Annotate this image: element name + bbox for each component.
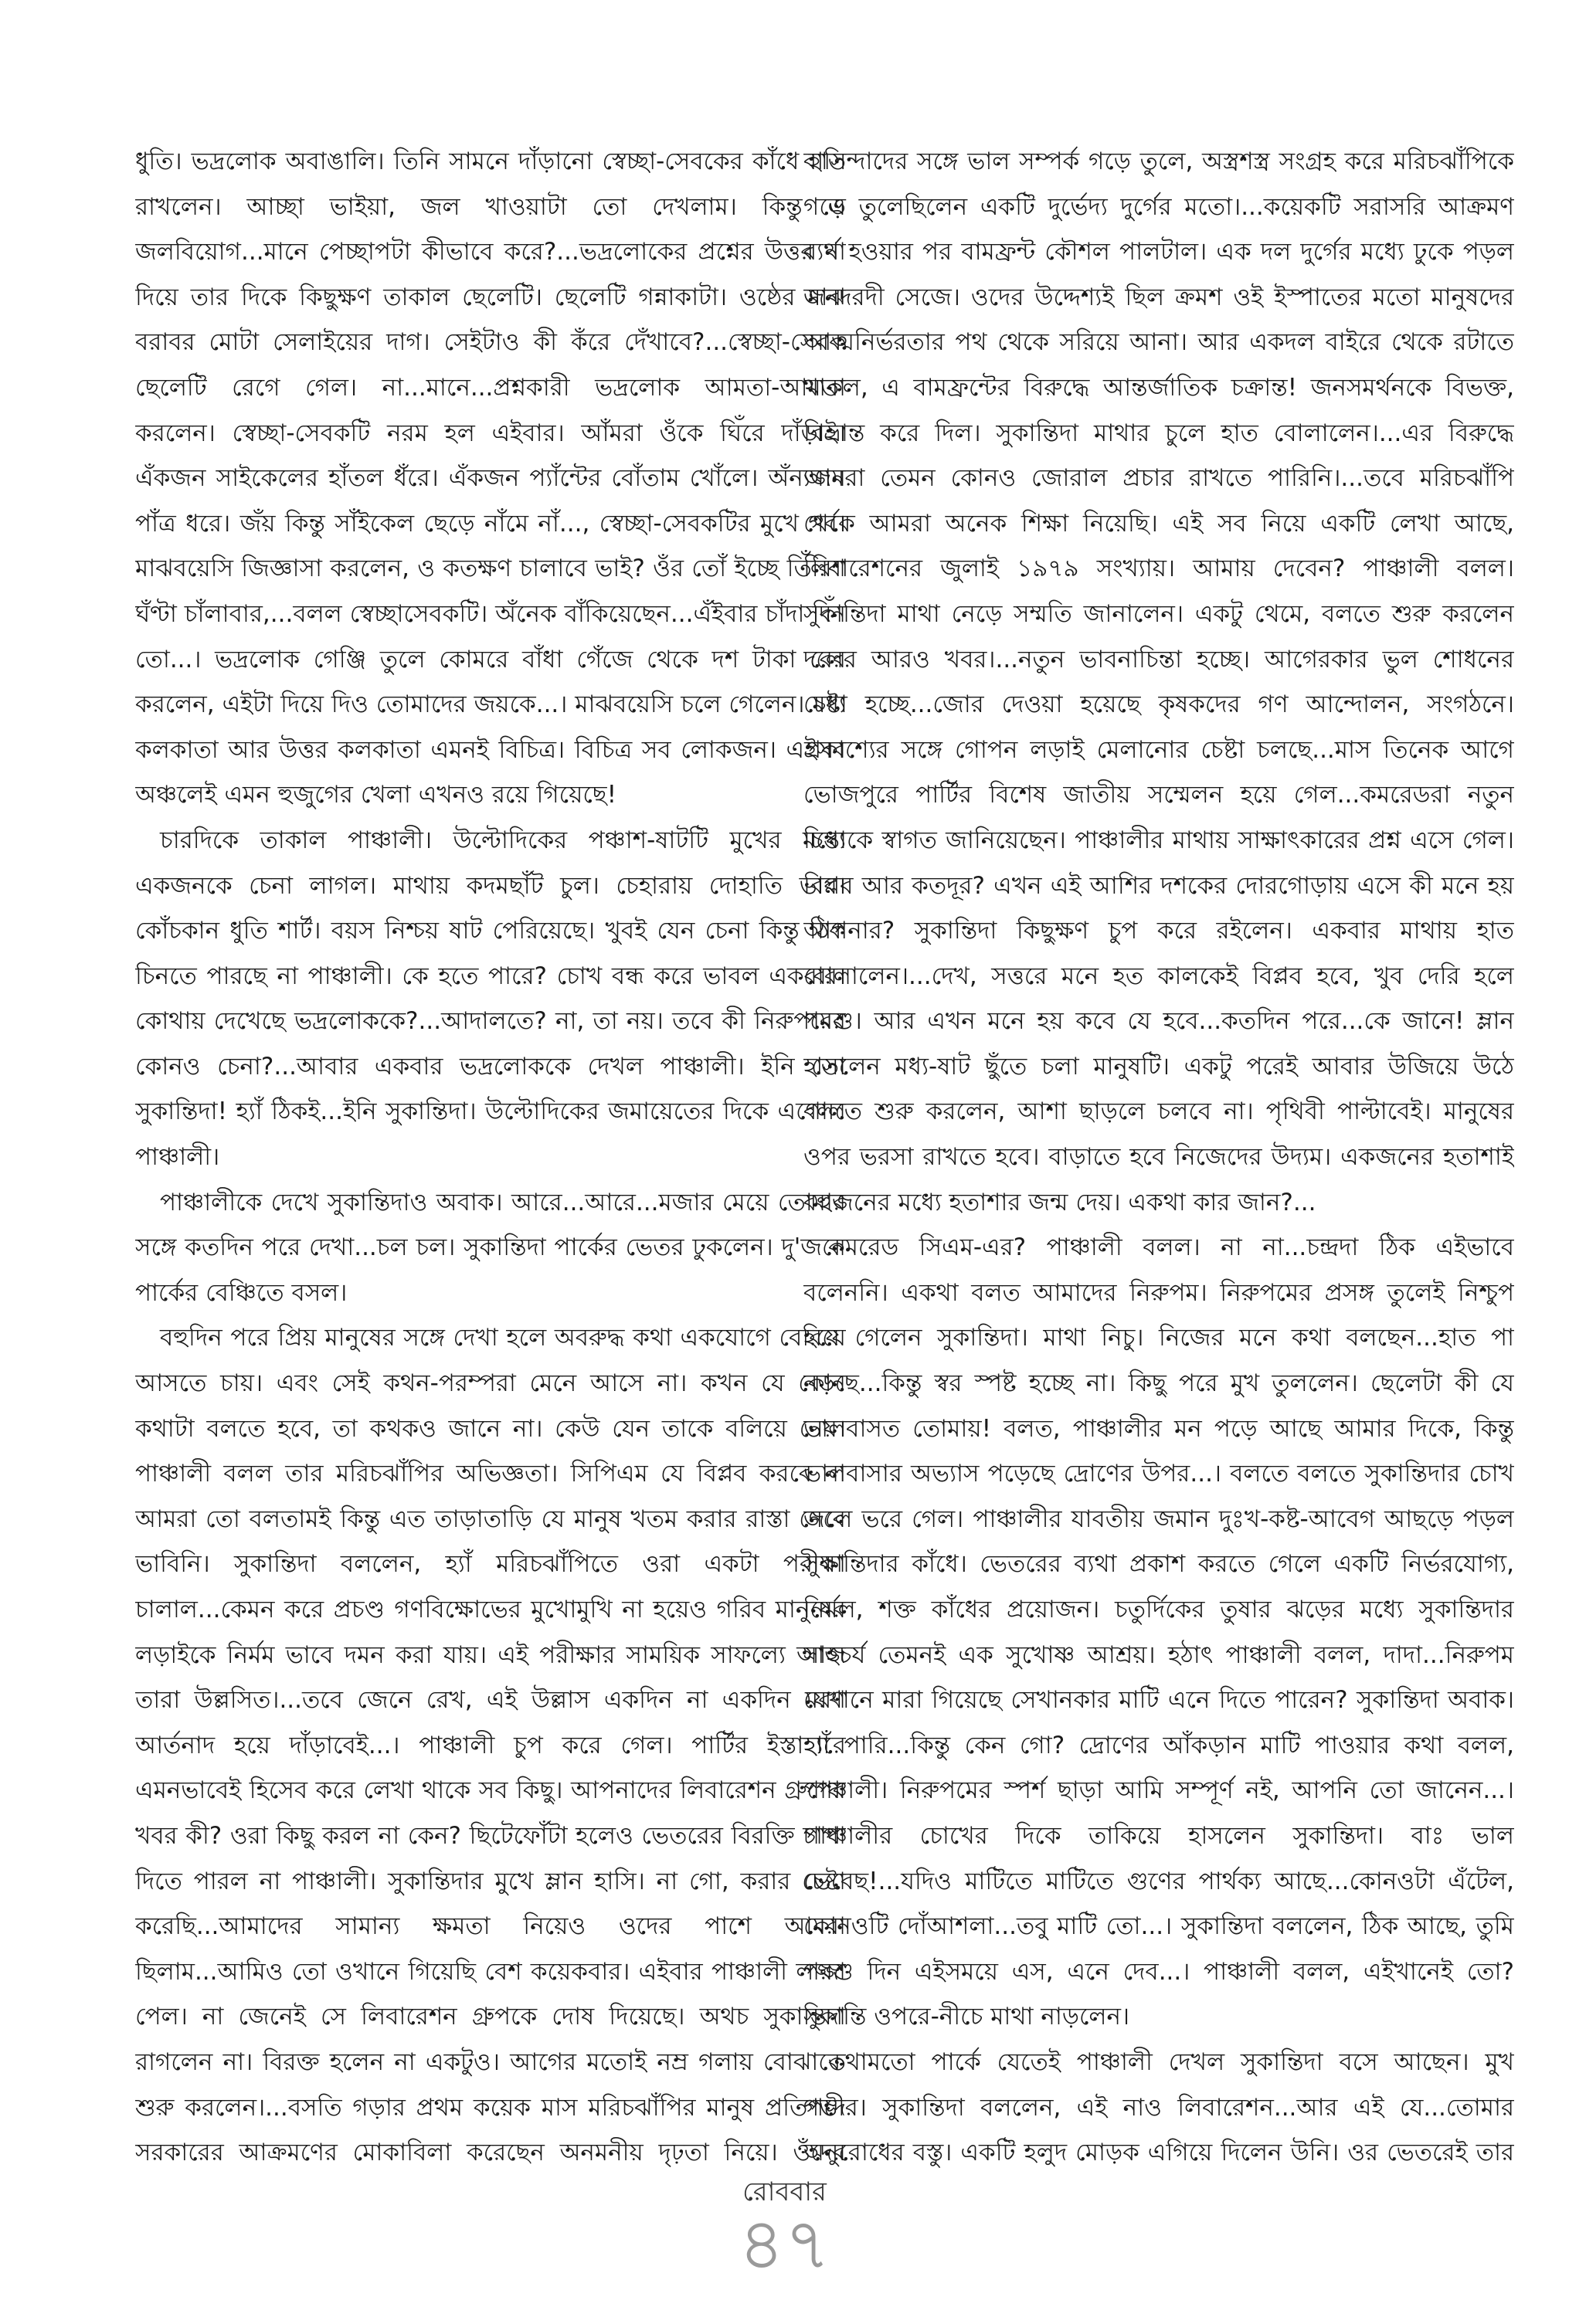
paragraph: কমরেড সিএম-এর? পাঞ্চালী বলল। না না...চন্দ্রদা ঠিক এইভাবে বলেননি। একথা বলত আমাদের নিরুপম। নিরুপমের প্রসঙ্গ তুলেই নিশ্চুপ হয়ে গেলেন সুকান্তিদা। মাথা নিচু। নিজের মনে কথা বলছেন...হাত পা নড়ছে...কিন্তু স্বর স্পষ্ট হচ্ছে না। কিছু পরে মুখ তুললেন। ছেলেটা কী যে ভালবাসত তোমায়! বলত, পাঞ্চালীর মন পড়ে আছে আমার দিকে, কিন্তু ভালবাসার অভ্যাস পড়েছে দ্রোণের উপর...। বলতে বলতে সুকান্তিদার চোখ জলে ভরে গেল। পাঞ্চালীর যাবতীয় জমান দুঃখ-কষ্ট-আবেগ আছড়ে পড়ল সুকান্তিদার কাঁধে। ভেতরের ব্যথা প্রকাশ করতে গেলে একটি নির্ভরযোগ্য, নির্মল, শক্ত কাঁধের প্রয়োজন। চতুর্দিকের তুষার ঝড়ের মধ্যে সুকান্তিদার সাহচর্য তেমনই এক সুখোষ্ণ আশ্রয়। হঠাৎ পাঞ্চালী বলল, দাদা...নিরুপম যেখানে মারা গিয়েছে সেখানকার মাটি এনে দিতে পারেন? সুকান্তিদা অবাক। হ্যাঁ পারি...কিন্তু কেন গো? দ্রোণের আঁকড়ান মাটি পাওয়ার কথা বলল, পাঞ্চালী। নিরুপমের স্পর্শ ছাড়া আমি সম্পূর্ণ নই, আপনি তো জানেন...। পাঞ্চালীর চোখের দিকে তাকিয়ে হাসলেন সুকান্তিদা। বাঃ ভাল ভেবেছ!...যদিও মাটিতে মাটিতে গুণের পার্থক্য আছে...কোনওটা এঁটেল, কোনওটি দোঁআশলা...তবু মাটি তো...। সুকান্তিদা বললেন, ঠিক আছে, তুমি পরশু দিন এইসময়ে এস, এনে দেব...। পাঞ্চালী বলল, এইখানেই তো? সুকান্তি ওপরে-নীচে মাথা নাড়লেন।: [803, 1233, 1514, 2031]
page-number: ৪৭: [738, 2203, 831, 2285]
paragraph: বহুদিন পরে প্রিয় মানুষের সঙ্গে দেখা হলে অবরুদ্ধ কথা একযোগে বেরিয়ে আসতে চায়। এবং সেই কথন-পরম্পরা মেনে আসে না। কখন যে কোন কথাটা বলতে হবে, তা কথকও জানে না। কেউ যেন তাকে বলিয়ে নেয়। পাঞ্চালী বলল তার মরিচঝাঁপির অভিজ্ঞতা। সিপিএম যে বিপ্লব করবে না আমরা তো বলতামই কিন্তু এত তাড়াতাড়ি যে মানুষ খতম করার রাস্তা নেবে ভাবিনি। সুকান্তিদা বললেন, হ্যাঁ মরিচঝাঁপিতে ওরা একটা পরীক্ষা চালাল...কেমন করে প্রচণ্ড গণবিক্ষোভের মুখোমুখি না হয়েও গরিব মানুষের লড়াইকে নির্মম ভাবে দমন করা যায়। এই পরীক্ষার সাময়িক সাফল্যে আজ তারা উল্লসিত।...তবে জেনে রেখ, এই উল্লাস একদিন না একদিন মরণ আর্তনাদ হয়ে দাঁড়াবেই...। পাঞ্চালী চুপ করে গেল। পার্টির ইস্তাহারে এমনভাবেই হিসেব করে লেখা থাকে সব কিছু। আপনাদের লিবারেশন গ্রুপের খবর কী? ওরা কিছু করল না কেন? ছিটেফোঁটা হলেও ভেতরের বিরক্তি চাপা দিতে পারল না পাঞ্চালী। সুকান্তিদার মুখে ম্লান হাসি। না গো, করার চেষ্টা করেছি...আমাদের সামান্য ক্ষমতা নিয়েও ওদের পাশে আমরা ছিলাম...আমিও তো ওখানে গিয়েছি বেশ কয়েকবার। এইবার পাঞ্চালী লজ্জা পেল। না জেনেই সে লিবারেশন গ্রুপকে দোষ দিয়েছে। অথচ সুকান্তিদা রাগলেন না। বিরক্ত হলেন না একটুও। আগের মতোই নম্র গলায় বোঝাতে শুরু করলেন।...বসতি গড়ার প্রথম কয়েক মাস মরিচঝাঁপির মানুষ প্রতিপদে সরকারের আক্রমণের মোকাবিলা করেছেন অনমনীয় দৃঢ়তা নিয়ে। ওঁদের: [135, 1324, 846, 2167]
paragraph: বাসিন্দাদের সঙ্গে ভাল সম্পর্ক গড়ে তুলে, অস্ত্রশস্ত্র সংগ্রহ করে মরিচঝাঁপিকে গড়ে তুলেছিলেন একটি দুর্ভেদ্য দুর্গের মতো।...কয়েকটি সরাসরি আক্রমণ ব্যর্থ হওয়ার পর বামফ্রন্ট কৌশল পালটাল। এক দল দুর্গের মধ্যে ঢুকে পড়ল জনদরদী সেজে। ওদের উদ্দেশ্যই ছিল ক্রমশ ওই ইস্পাতের মতো মানুষদের আত্মনির্ভরতার পথ থেকে সরিয়ে আনা। আর একদল বাইরে থেকে রটাতে থাকল, এ বামফ্রন্টের বিরুদ্ধে আন্তর্জাতিক চক্রান্ত! জনসমর্থনকে বিভক্ত, বিভ্রান্ত করে দিল। সুকান্তিদা মাথার চুলে হাত বোলালেন।...এর বিরুদ্ধে আমরা তেমন কোনও জোরাল প্রচার রাখতে পারিনি।...তবে মরিচঝাঁপি থেকে আমরা অনেক শিক্ষা নিয়েছি। এই সব নিয়ে একটি লেখা আছে, লিবারেশনের জুলাই ১৯৭৯ সংখ্যায়। আমায় দেবেন? পাঞ্চালী বলল। সুকান্তিদা মাথা নেড়ে সম্মতি জানালেন। একটু থেমে, বলতে শুরু করলেন দলের আরও খবর।...নতুন ভাবনাচিন্তা হচ্ছে। আগেরকার ভুল শোধনের চেষ্টা হচ্ছে...জোর দেওয়া হয়েছে কৃষকদের গণ আন্দোলন, সংগঠনে। প্রকাশ্যের সঙ্গে গোপন লড়াই মেলানোর চেষ্টা চলছে...মাস তিনেক আগে ভোজপুরে পার্টির বিশেষ জাতীয় সম্মেলন হয়ে গেল...কমরেডরা নতুন চিন্তাকে স্বাগত জানিয়েছেন। পাঞ্চালীর মাথায় সাক্ষাৎকারের প্রশ্ন এসে গেল। বিপ্লব আর কতদূর? এখন এই আশির দশকের দোরগোড়ায় এসে কী মনে হয় আপনার? সুকান্তিদা কিছুক্ষণ চুপ করে রইলেন। একবার মাথায় হাত বোলালেন।...দেখ, সত্তরে মনে হত কালকেই বিপ্লব হবে, খুব দেরি হলে পরশু। আর এখন মনে হয় কবে যে হবে...কতদিন পরে...কে জানে! ম্লান হাসলেন মধ্য-ষাট ছুঁতে চলা মানুষটি। একটু পরেই আবার উজিয়ে উঠে বলতে শুরু করলেন, আশা ছাড়লে চলবে না। পৃথিবী পাল্টাবেই। মানুষের ওপর ভরসা রাখতে হবে। বাড়াতে হবে নিজেদের উদ্যম। একজনের হতাশাই বহুজনের মধ্যে হতাশার জন্ম দেয়। একথা কার জান?...: [803, 148, 1514, 1216]
paragraph: ধুতি। ভদ্রলোক অবাঙালি। তিনি সামনে দাঁড়ানো স্বেচ্ছা-সেবকের কাঁধে হাত রাখলেন। আচ্ছা ভাইয়া, জল খাওয়াটা তো দেখলাম। কিন্তু এ জলবিয়োগ...মানে পেচ্ছাপটা কীভাবে করে?...ভদ্রলোকের প্রশ্নের উত্তর না দিয়ে তার দিকে কিছুক্ষণ তাকাল ছেলেটি। ছেলেটি গন্নাকাটা। ওষ্ঠের মাঝ বরাবর মোটা সেলাইয়ের দাগ। সেইটাও কী কঁরে দেঁখাবে?...স্বেচ্ছা-সেবক ছেলেটি রেগে গেল। না...মানে...প্রশ্নকারী ভদ্রলোক আমতা-আমতা করলেন। স্বেচ্ছা-সেবকটি নরম হল এইবার। আঁমরা ওঁকে ঘিঁরে দাঁড়াই। এঁকজন সাইকেলের হাঁতল ধঁরে। এঁকজন প্যাঁন্টের বোঁতাম খোঁলে। অঁন্যজন পাঁত্র ধরে। জঁয় কিন্তু সাঁইকেল ছেড়ে নাঁমে নাঁ..., স্বেচ্ছা-সেবকটির মুখে গর্ব। মাঝবয়েসি জিজ্ঞাসা করলেন, ও কতক্ষণ চালাবে ভাই? ওঁর তোঁ ইচ্ছে তিঁরিশ ঘঁণ্টা চাঁলাবার,...বলল স্বেচ্ছাসেবকটি। অঁনেক বাঁকিয়েছেন...এঁইবার চাঁদা দিঁন তো...। ভদ্রলোক গেঞ্জি তুলে কোমরে বাঁধা গেঁজে থেকে দশ টাকা বের করলেন, এইটা দিয়ে দিও তোমাদের জয়কে...। মাঝবয়েসি চলে গেলেন। মধ্য কলকাতা আর উত্তর কলকাতা এমনই বিচিত্র। বিচিত্র সব লোকজন। এইসব অঞ্চলেই এমন হুজুগের খেলা এখনও রয়ে গিয়েছে!: [135, 148, 846, 809]
right-column: [803, 139, 1514, 2178]
publication-name: রোববার: [742, 2176, 827, 2207]
paragraph: পাঞ্চালীকে দেখে সুকান্তিদাও অবাক। আরে...আরে...মজার মেয়ে তোমার সঙ্গে কতদিন পরে দেখা...চল চল। সুকান্তিদা পার্কের ভেতর ঢুকলেন। দু'জনে পার্কের বেঞ্চিতে বসল।: [135, 1188, 846, 1307]
paragraph: কথামতো পার্কে যেতেই পাঞ্চালী দেখল সুকান্তিদা বসে আছেন। মুখ গম্ভীর। সুকান্তিদা বললেন, এই নাও লিবারেশন...আর এই যে...তোমার অনুরোধের বস্তু। একটি হলুদ মোড়ক এগিয়ে দিলেন উনি। ওর ভেতরেই তার: [803, 2047, 1514, 2167]
left-column: [135, 139, 846, 2178]
paragraph: চারদিকে তাকাল পাঞ্চালী। উল্টোদিকের পঞ্চাশ-ষাটটি মুখের মধ্যে একজনকে চেনা লাগল। মাথায় কদমছাঁট চুল। চেহারায় দোহাতি ভাব। কোঁচকান ধুতি শার্ট। বয়স নিশ্চয় ষাট পেরিয়েছে। খুবই যেন চেনা কিন্তু ঠিক চিনতে পারছে না পাঞ্চালী। কে হতে পারে? চোখ বন্ধ করে ভাবল একবার। কোথায় দেখেছে ভদ্রলোককে?...আদালতে? না, তা নয়। তবে কী নিরুপমের কোনও চেনা?...আবার একবার ভদ্রলোককে দেখল পাঞ্চালী। ইনি তো সুকান্তিদা! হ্যাঁ ঠিকই...ইনি সুকান্তিদা। উল্টোদিকের জমায়েতের দিকে এগোল পাঞ্চালী।: [135, 826, 846, 1172]
